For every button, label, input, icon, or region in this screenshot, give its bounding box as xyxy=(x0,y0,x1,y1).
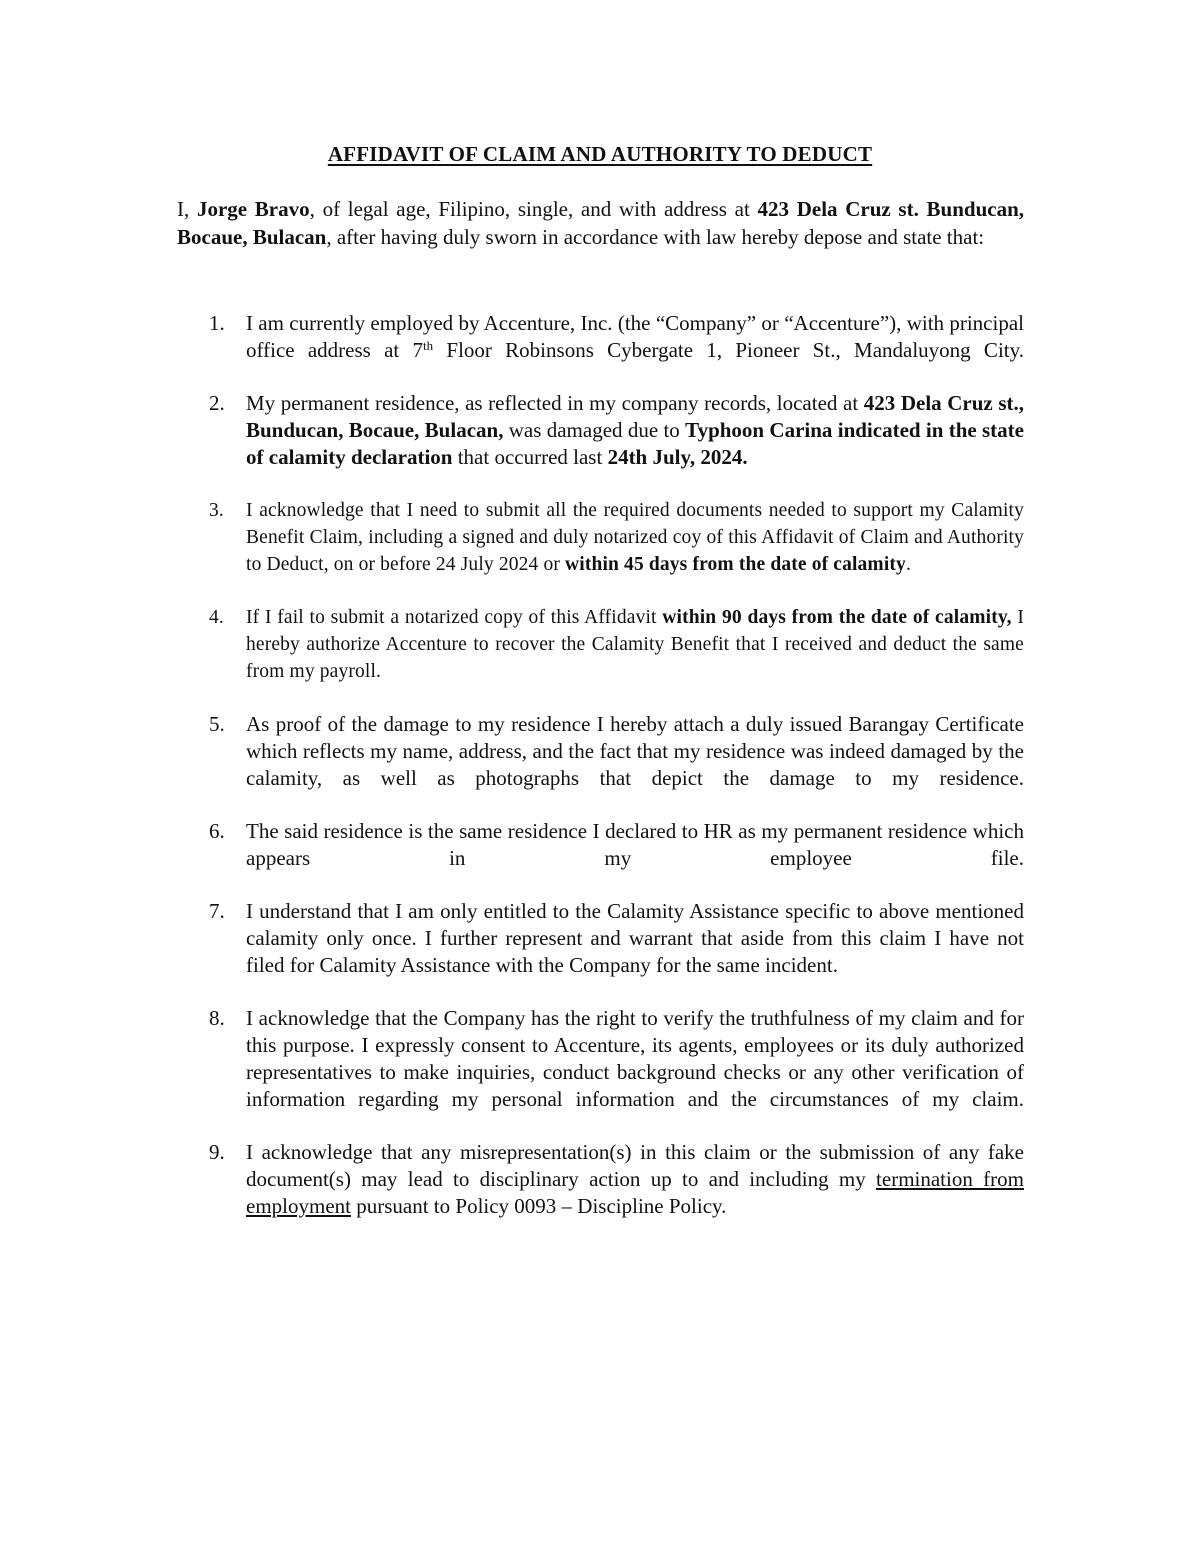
statement-item-1 xyxy=(177,310,1024,364)
bold-address: 423 Dela Cruz st., Bunducan, Bocaue, Bulacan, xyxy=(246,391,1024,442)
item-number: 4. xyxy=(209,607,224,628)
item-text: My permanent residence, as reflected in my company records, located at xyxy=(246,391,864,415)
intro-text: , after having duly sworn in accordance with law hereby depose and state that: xyxy=(326,224,985,249)
item-text: that occurred last xyxy=(452,445,608,469)
item-text: . xyxy=(905,554,911,575)
statement-item-4 xyxy=(177,604,1024,685)
item-text: I acknowledge that the Company has the right to verify the truthfulness of my claim and for this purpose. I expressly consent to Accenture, its agents, employees or its duly authorized representatives to make inquiries, conduct background checks or any other verification of information regarding my personal information and the circumstances of my claim. xyxy=(246,1006,1024,1111)
item-text: If I fail to submit a notarized copy of this Affidavit xyxy=(246,607,663,628)
document-title: AFFIDAVIT OF CLAIM AND AUTHORITY TO DEDUCT xyxy=(327,142,873,166)
item-text: I acknowledge that any misrepresentation(s) in this claim or the submission of any fake document(s) may lead to disciplinary action up to and including my xyxy=(246,1140,1024,1191)
item-text: I am currently employed by Accenture, Inc. (the “Company” or “Accenture”), with principal office address at 7 xyxy=(246,311,1024,362)
item-number: 2. xyxy=(209,391,225,415)
item-text: was damaged due to xyxy=(503,418,686,442)
item-number: 7. xyxy=(209,899,225,923)
item-number: 9. xyxy=(209,1140,225,1164)
statement-item-6 xyxy=(177,818,1024,872)
bold-calamity: Typhoon Carina indicated in the state of calamity declaration xyxy=(246,418,1024,469)
statement-item-2 xyxy=(177,390,1024,471)
item-text: I hereby authorize Accenture to recover the Calamity Benefit that I received and deduct the same from my payroll. xyxy=(246,607,1025,682)
intro-text: , of legal age, Filipino, single, and with address at xyxy=(309,197,758,221)
bold-deadline: within 90 days from the date of calamity, xyxy=(662,607,1012,628)
statement-item-3 xyxy=(177,497,1024,578)
item-number: 3. xyxy=(209,500,224,521)
statement-item-7 xyxy=(177,898,1024,979)
item-text: I acknowledge that I need to submit all the required documents needed to support my Calamity Benefit Claim, including a signed and duly notarized coy of this Affidavit of Claim and Authority to Deduct, on or before 24 July 2024 or xyxy=(246,500,1024,575)
intro-paragraph xyxy=(177,196,1024,251)
statement-item-8 xyxy=(177,1005,1024,1113)
statement-list xyxy=(177,310,1024,1246)
item-text: pursuant to Policy 0093 – Discipline Policy. xyxy=(350,1194,727,1218)
affiant-address: 423 Dela Cruz st. Bunducan, Bocaue, Bulacan xyxy=(177,197,1024,249)
item-number: 1. xyxy=(209,311,225,335)
item-text: Floor Robinsons Cybergate 1, Pioneer St., Mandaluyong City. xyxy=(433,338,1024,362)
item-text: I understand that I am only entitled to the Calamity Assistance specific to above mentioned calamity only once. I further represent and warrant that aside from this claim I have not filed for Calamity Assistance with the Company for the same incident. xyxy=(246,899,1024,977)
statement-item-5 xyxy=(177,711,1024,792)
item-text: As proof of the damage to my residence I hereby attach a duly issued Barangay Certificate which reflects my name, address, and the fact that my residence was indeed damaged by the calamity, as well as photographs that depict the damage to my residence. xyxy=(246,712,1024,790)
affiant-name: Jorge Bravo xyxy=(196,197,310,221)
item-number: 6. xyxy=(209,819,225,843)
intro-text: I, xyxy=(177,197,197,221)
item-number: 8. xyxy=(209,1006,225,1030)
bold-date: 24th July, 2024. xyxy=(607,445,748,469)
item-text: The said residence is the same residence I declared to HR as my permanent residence which appears in my employee file. xyxy=(246,819,1024,870)
underlined-text: termination from employment xyxy=(246,1167,1024,1218)
item-number: 5. xyxy=(209,712,225,736)
statement-item-9 xyxy=(177,1139,1024,1220)
bold-deadline: within 45 days from the date of calamity xyxy=(565,554,906,575)
superscript: th xyxy=(423,338,434,353)
